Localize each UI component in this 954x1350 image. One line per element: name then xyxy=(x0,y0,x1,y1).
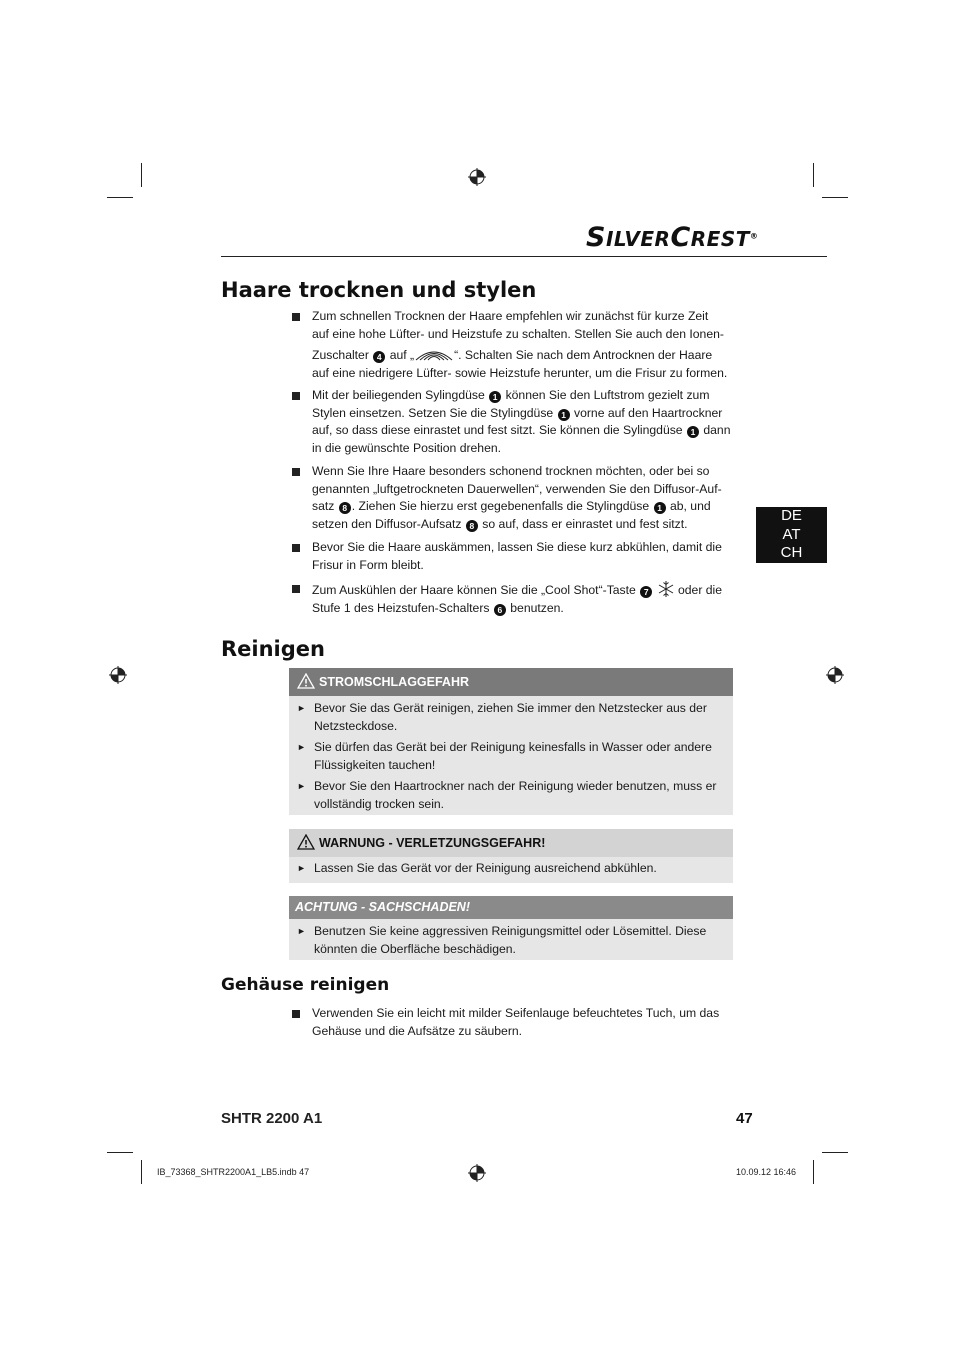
item-number-badge: 8 xyxy=(339,502,351,514)
warning-box-electric-shock xyxy=(289,668,733,815)
item-number-badge: 1 xyxy=(654,502,666,514)
item-number-badge: 6 xyxy=(494,604,506,616)
warning-header: WARNUNG - VERLETZUNGSGEFAHR! xyxy=(289,829,733,857)
brand-logo: SILVERCREST® xyxy=(586,222,759,253)
registration-mark-icon xyxy=(826,666,844,684)
warning-header: STROMSCHLAGGEFAHR xyxy=(289,668,733,696)
print-slug-file: IB_73368_SHTR2200A1_LB5.indb 47 xyxy=(157,1167,310,1177)
list-item: Verwenden Sie ein leicht mit milder Seifenlauge befeuchtetes Tuch, um das Gehäuse und die Aufsätze zu säubern. xyxy=(292,1005,732,1040)
warning-header: ACHTUNG - SACHSCHADEN! xyxy=(289,896,733,919)
warning-triangle-icon xyxy=(297,673,315,689)
arrow-bullet-icon: ► xyxy=(297,926,306,936)
item-number-badge: 4 xyxy=(373,351,385,363)
warning-triangle-icon xyxy=(297,834,315,850)
list-item: Mit der beiliegenden Sylingdüse 1 können Sie den Luftstrom gezielt zum Stylen einsetzen. Setzen Sie die Stylingdüse 1 vorne auf den Haartrockner auf, so dass diese einrastet und fest sitzt. Sie können die Sylingdüse 1 dann in die gewünschte Position drehen. xyxy=(292,387,732,457)
page-number: 47 xyxy=(736,1110,753,1127)
warning-box-property-damage xyxy=(289,896,733,960)
crop-mark xyxy=(822,1152,848,1153)
list-item: Zum Auskühlen der Haare können Sie die „Cool Shot“-Taste 7 oder die Stufe 1 des Heizstufen-Schalters 6 benutzen. xyxy=(292,580,732,617)
language-tab: DE AT CH xyxy=(756,507,827,563)
section-title: Reinigen xyxy=(221,637,325,661)
section-title: Haare trocknen und stylen xyxy=(221,278,537,302)
warning-item: ► Lassen Sie das Gerät vor der Reinigung ausreichend abkühlen. xyxy=(289,860,733,878)
registration-mark-icon xyxy=(109,666,127,684)
crop-mark xyxy=(813,163,814,187)
item-number-badge: 7 xyxy=(640,586,652,598)
registration-mark-icon xyxy=(468,168,486,186)
crop-mark xyxy=(813,1160,814,1184)
crop-mark xyxy=(107,1152,133,1153)
list-item: Wenn Sie Ihre Haare besonders schonend trocknen möchten, oder bei so genannten „luftgetrockneten Dauerwellen“, verwenden Sie den Diffusor-Auf- satz 8 . Ziehen Sie hierzu erst gegebenenfalls die Stylingdüse 1 ab, und setzen den Diffusor-Aufsatz 8 so auf, dass er einrastet und fest sitzt. xyxy=(292,463,732,533)
warning-item: ► Benutzen Sie keine aggressiven Reinigungsmittel oder Lösemittel. Diese könnten die Oberfläche beschädigen. xyxy=(297,924,707,956)
warning-item: ► Sie dürfen das Gerät bei der Reinigung keinesfalls in Wasser oder andere Flüssigkeiten tauchen! xyxy=(297,740,712,772)
warning-item: ► Bevor Sie das Gerät reinigen, ziehen Sie immer den Netzstecker aus der Netzsteckdose. xyxy=(297,701,707,733)
item-number-badge: 1 xyxy=(687,426,699,438)
crop-mark xyxy=(822,197,848,198)
arrow-bullet-icon: ► xyxy=(297,703,306,713)
arrow-bullet-icon: ► xyxy=(297,781,306,791)
registration-mark-icon xyxy=(468,1164,486,1182)
arrow-bullet-icon: ► xyxy=(297,863,306,873)
list-item: Zum schnellen Trocknen der Haare empfehlen wir zunächst für kurze Zeit auf eine hohe Lüfter- und Heizstufe zu schalten. Stellen Sie auch den Ionen- Zuschalter 4 auf „ “. Schalten Sie nach dem Antrocknen der Haare auf eine niedrigere Lüfter- sowie Heizstufe herunter, um die Frisur zu formen. xyxy=(292,308,732,382)
model-number: SHTR 2200 A1 xyxy=(221,1110,323,1127)
item-number-badge: 1 xyxy=(489,391,501,403)
subsection-title: Gehäuse reinigen xyxy=(221,975,390,995)
snowflake-icon xyxy=(657,580,675,598)
arrow-bullet-icon: ► xyxy=(297,742,306,752)
crop-mark xyxy=(141,163,142,187)
ion-wave-icon xyxy=(414,346,454,362)
item-number-badge: 8 xyxy=(466,520,478,532)
warning-box-injury xyxy=(289,829,733,883)
print-slug-date: 10.09.12 16:46 xyxy=(736,1167,797,1177)
crop-mark xyxy=(141,1160,142,1184)
warning-item: ► Bevor Sie den Haartrockner nach der Reinigung wieder benutzen, muss er vollständig trocken sein. xyxy=(297,779,717,811)
crop-mark xyxy=(107,197,133,198)
header-divider xyxy=(221,256,827,257)
item-number-badge: 1 xyxy=(558,409,570,421)
list-item: Bevor Sie die Haare auskämmen, lassen Sie diese kurz abkühlen, damit die Frisur in Form bleibt. xyxy=(292,539,732,574)
